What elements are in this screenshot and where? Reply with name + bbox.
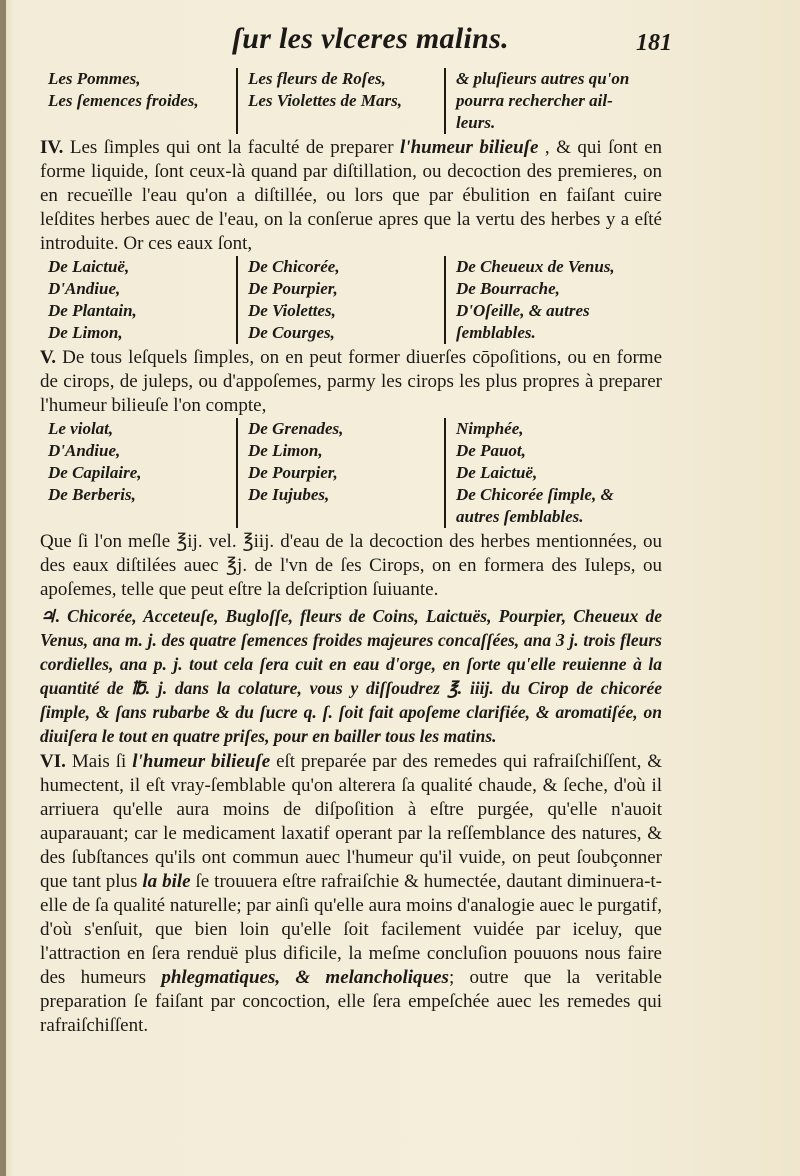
paragraph-v [40, 346, 662, 418]
list-item: D'Oſeille, & autres [456, 301, 590, 320]
list-item: De Pauot, [456, 441, 526, 460]
emphasis-text: l'humeur bilieuſe [400, 137, 539, 158]
section-number: IV. [40, 137, 64, 158]
list-item: De Iujubes, [248, 485, 330, 504]
list-item: De Grenades, [248, 419, 344, 438]
paragraph-text: eſt preparée par des remedes qui rafraiſchiſſent, & humectent, il eſt vray-ſemblable qu'on alterera ſa qualité chaude, & ſeche, d'où il arriuera qu'elle aura moins de diſpoſition à eſtre purgée, qu'elle n'auoit auparauant; car le medicament laxatif operant par la reſſemblance des natures, & des ſubſtances qu'ils ont commun auec l'humeur qu'il vuide, on peut ſoubçonner que tant plus [40, 751, 663, 892]
list-column [444, 256, 656, 344]
list-item: De Capilaire, [48, 463, 142, 482]
list-fruits-flowers [48, 68, 662, 134]
list-item: De Cheueux de Venus, [456, 257, 615, 276]
list-item: De Bourrache, [456, 279, 560, 298]
list-column [444, 418, 656, 528]
paragraph-text: Mais ſi [71, 751, 127, 772]
recipe-text: ♃. Chicorée, Acceteuſe, Bugloſſe, fleurs de Coins, Laictuës, Pourpier, Cheueux de Venus, ana m. j. des quatre ſemences froides majeures concaſſées, ana 3 j. trois fleurs cordielles, ana p. j. tout cela ſera cuit en eau d'orge, en ſorte qu'elle reuienne à la quantité de ℔. j. dans la colature, vous y diſſoudrez ℥. iiij. du Cirop de chicorée ſimple, & ſans rubarbe & du ſucre q. ſ. ſoit fait apoſeme clarifiée, & aromatiſée, on diuiſera le tout en quatre priſes, pour en bailler tous les matins. [40, 606, 662, 746]
list-item: Les fleurs de Roſes, [248, 69, 386, 88]
list-item: De Berberis, [48, 485, 136, 504]
paragraph-vi [40, 750, 662, 1038]
list-item: De Limon, [248, 441, 323, 460]
list-column [236, 418, 444, 528]
list-item: De Pourpier, [248, 463, 338, 482]
list-distilled-waters [48, 256, 662, 344]
paragraph-iv [40, 136, 662, 256]
page-number: 181 [636, 30, 672, 56]
list-item: pourra rechercher ail- [456, 91, 613, 110]
page-text [40, 68, 662, 1038]
list-column [236, 68, 444, 134]
list-item: & pluſieurs autres qu'on [456, 69, 630, 88]
list-item: Les Pommes, [48, 69, 141, 88]
list-item: De Chicorée ſimple, & [456, 485, 614, 504]
paragraph-text: , & qui ſont en forme liquide, ſont ceux-là quand par diſtillation, ou decoction des premieres, on en recueïlle l'eau qu'on a diſtillée, ou lors que par ébulition en faiſant cuire leſdites herbes auec de l'eau, on la conſerue apres que la vertu des herbes y a eſté introduite. Or ces eaux ſont, [40, 137, 663, 254]
list-item: Nimphée, [456, 419, 524, 438]
paragraph-text: ſe trouuera eſtre rafraiſchie & humectée, dautant diminuera-t-elle de ſa qualité naturelle; par ainſi qu'elle aura moins d'analogie auec le purgatif, d'où s'enſuit, que bien loin qu'elle ſoit facilement vuidée par iceluy, que l'attraction en ſera renduë plus dificile, la meſme concluſion pouuons nous faire des humeurs [40, 871, 663, 988]
list-item: leurs. [456, 113, 496, 132]
list-item: De Chicorée, [248, 257, 340, 276]
emphasis-text: l'humeur bilieuſe [132, 751, 271, 772]
section-number: VI. [40, 751, 66, 772]
recipe-paragraph [40, 604, 662, 748]
list-item: Le violat, [48, 419, 114, 438]
list-column [48, 256, 236, 344]
emphasis-text: phlegmatiques, & melancholiques [161, 967, 449, 988]
list-syrups [48, 418, 662, 528]
paragraph-text: De tous leſquels ſimples, on en peut former diuerſes cōpoſitions, ou en forme de cirops, de juleps, ou d'appoſemes, parmy les cirops les plus propres à preparer l'humeur bilieuſe l'on compte, [40, 347, 663, 416]
paragraph-text: ; outre que la veritable preparation ſe faiſant par concoction, elle ſera empeſchée auec les remedes qui rafraiſchiſſent. [40, 967, 662, 1036]
page-header [0, 22, 800, 64]
list-item: De Limon, [48, 323, 123, 342]
list-item: Les ſemences froides, [48, 91, 199, 110]
list-item: De Courges, [248, 323, 335, 342]
list-item: Les Violettes de Mars, [248, 91, 402, 110]
emphasis-text: la bile [142, 871, 191, 892]
page-spine-edge [0, 0, 6, 1176]
list-column [236, 256, 444, 344]
list-item: D'Andiue, [48, 279, 121, 298]
list-item: De Laictuë, [456, 463, 538, 482]
list-column [444, 68, 656, 134]
paragraph-text: Que ſi l'on meſle ℥ij. vel. ℥iij. d'eau de la decoction des herbes mentionnées, ou des eaux diſtilées auec ℥j. de l'vn de ſes Cirops, on en formera des Iuleps, ou apoſemes, telle que peut eſtre la deſcription ſuiuante. [40, 531, 662, 600]
section-number: V. [40, 347, 57, 368]
paragraph-text: Les ſimples qui ont la faculté de preparer [69, 137, 394, 158]
list-item: De Pourpier, [248, 279, 338, 298]
list-item: autres ſemblables. [456, 507, 584, 526]
running-title: ſur les vlceres malins. [232, 22, 509, 55]
list-item: De Laictuë, [48, 257, 130, 276]
list-item: D'Andiue, [48, 441, 121, 460]
list-item: De Violettes, [248, 301, 336, 320]
paragraph-que [40, 530, 662, 602]
list-column [48, 68, 236, 134]
list-column [48, 418, 236, 528]
list-item: De Plantain, [48, 301, 137, 320]
list-item: ſemblables. [456, 323, 536, 342]
